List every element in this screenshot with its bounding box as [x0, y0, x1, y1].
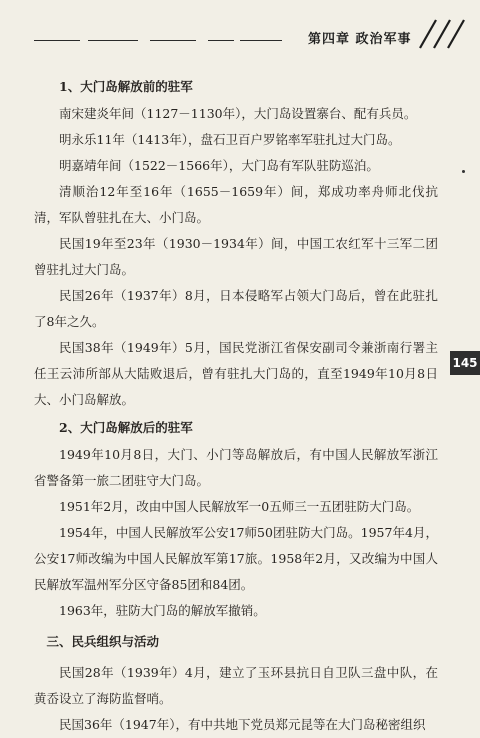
page-number: 145 [450, 351, 480, 375]
speck [462, 170, 465, 173]
paragraph: 1949年10月8日，大门、小门等岛解放后，有中国人民解放军浙江省警备第一旅二团驻守大门岛。 [34, 447, 438, 488]
body-text [34, 72, 438, 738]
running-header [0, 0, 480, 60]
subsection-heading: 2、大门岛解放后的驻军 [59, 420, 193, 435]
paragraph: 1963年，驻防大门岛的解放军撤销。 [59, 603, 266, 618]
header-dash-rule [240, 40, 282, 41]
paragraph: 明嘉靖年间（1522－1566年），大门岛有军队驻防巡泊。 [59, 158, 379, 173]
header-dash-rule [150, 40, 196, 41]
paragraph: 民国26年（1937年）8月，日本侵略军占领大门岛后，曾在此驻扎了8年之久。 [34, 288, 438, 329]
paragraph: 清顺治12年至16年（1655－1659年）间，郑成功率舟师北伐抗清，军队曾驻扎在大、小门岛。 [34, 184, 438, 225]
decorative-slashes-icon [412, 14, 474, 54]
paragraph: 民国19年至23年（1930－1934年）间，中国工农红军十三军二团曾驻扎过大门岛。 [34, 236, 438, 277]
paragraph: 1954年，中国人民解放军公安17师50团驻防大门岛。1957年4月，公安17师改编为中国人民解放军第17旅。1958年2月，又改编为中国人民解放军温州军分区守备85团和84团。 [34, 525, 438, 592]
paragraph: 1951年2月，改由中国人民解放军一0五师三一五团驻防大门岛。 [59, 499, 420, 514]
paragraph: 南宋建炎年间（1127－1130年），大门岛设置寨台、配有兵员。 [59, 106, 417, 121]
paragraph: 民国38年（1949年）5月，国民党浙江省保安副司令兼浙南行署主任王云沛所部从大陆败退后，曾有驻扎大门岛的，直至1949年10月8日大、小门岛解放。 [34, 340, 438, 407]
header-dash-rule [88, 40, 138, 41]
header-dash-rule [208, 40, 234, 41]
section-heading: 三、民兵组织与活动 [46, 634, 160, 649]
header-dash-rule [34, 40, 80, 41]
paragraph: 明永乐11年（1413年），盘石卫百户罗铭率军驻扎过大门岛。 [59, 132, 401, 147]
subsection-heading: 1、大门岛解放前的驻军 [59, 79, 193, 94]
paragraph: 民国36年（1947年），有中共地下党员郑元昆等在大门岛秘密组织 [59, 717, 426, 732]
chapter-title: 第四章 政治军事 [308, 32, 412, 47]
paragraph: 民国28年（1939年）4月，建立了玉环县抗日自卫队三盘中队，在黄岙设立了海防监督哨。 [34, 665, 438, 706]
